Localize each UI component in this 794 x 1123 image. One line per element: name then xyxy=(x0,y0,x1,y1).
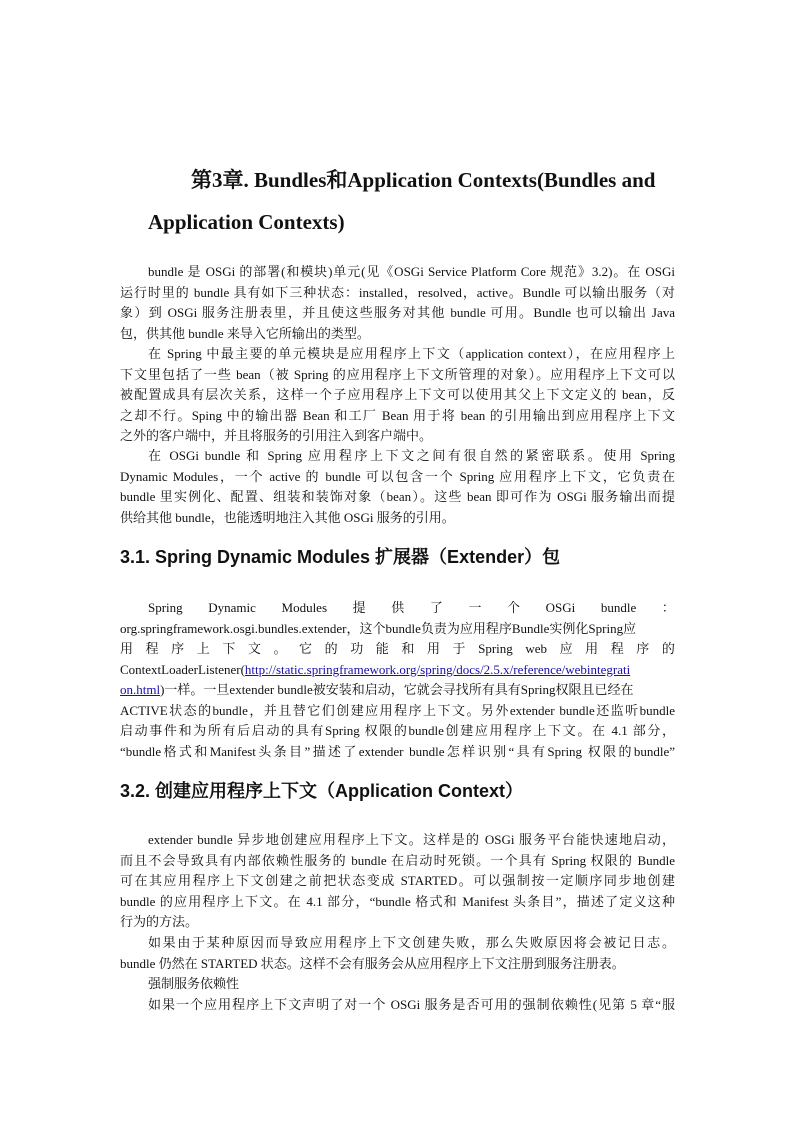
intro-p3-line-1: 在 OSGi bundle 和 Spring 应用程序上下文之间有很自然的紧密联系。使用 Spring xyxy=(148,448,675,463)
s32-p1-line-4: bundle 的应用程序上下文。在 4.1 部分，“bundle 格式和 Manifest 头条目”，描述了定义这种 xyxy=(120,893,675,909)
intro-p2-line-3: 被配置成具有层次关系，这样一个子应用程序上下文可以使用其父上下文定义的 bean，反 xyxy=(120,387,675,402)
s31-word: 上 xyxy=(196,641,210,656)
intro-paragraph-3 xyxy=(120,446,675,528)
s31-word: 功 xyxy=(350,641,364,656)
section-3-1-paragraph xyxy=(120,598,675,762)
section-3-2-paragraph-3 xyxy=(120,974,675,995)
intro-p3-line-2: Dynamic Modules，一个 active 的 bundle 可以包含一个 Spring 应用程序上下文，它负责在 xyxy=(120,468,675,484)
s31-word: web xyxy=(525,641,547,656)
s31-word: 的 xyxy=(661,641,675,656)
s31-line-4-prefix: ContextLoaderListener( xyxy=(120,661,245,677)
s31-word: 提 xyxy=(352,600,366,615)
s31-word: 文 xyxy=(247,641,261,656)
s31-word: 序 xyxy=(636,641,650,656)
s31-line-8: “bundle格式和Manifest头条目”描述了extender bundle怎样识别“具有Spring 权限的bundle” xyxy=(120,743,675,759)
intro-p1-line-3: 象）到 OSGi 服务注册表里，并且使这些服务对其他 bundle 可用。Bundle 也可以输出 Java xyxy=(120,305,675,320)
s31-word: 用 xyxy=(426,641,440,656)
s31-line-4 xyxy=(120,660,675,681)
section-3-2-paragraph-4 xyxy=(120,995,675,1016)
s31-word: 的 xyxy=(324,641,338,656)
s31-word: 一 xyxy=(468,600,482,615)
chapter-title-line2: Application Contexts) xyxy=(148,210,345,234)
s31-word: 它 xyxy=(299,641,313,656)
s31-word: 用 xyxy=(120,641,134,656)
s32-p2-line-2: bundle 仍然在 STARTED 状态。这样不会有服务会从应用程序上下文注册到服务注册表。 xyxy=(120,955,625,971)
s31-word: 程 xyxy=(145,641,159,656)
s31-word: 用 xyxy=(585,641,599,656)
webintegration-link[interactable]: http://static.springframework.org/spring/docs/2.5.x/reference/webintegrati xyxy=(244,661,631,677)
intro-paragraph-1 xyxy=(120,262,675,344)
s32-p1-line-1: extender bundle 异步地创建应用程序上下文。这样是的 OSGi 服务平台能快速地启动， xyxy=(148,832,675,847)
intro-p1-line-4: 包，供其他 bundle 来导入它所输出的类型。 xyxy=(120,325,370,341)
s31-word: bundle xyxy=(600,600,637,615)
s31-word: 序 xyxy=(171,641,185,656)
s31-line-3 xyxy=(120,639,675,660)
s31-word: 应 xyxy=(559,641,573,656)
s31-word: 个 xyxy=(507,600,521,615)
intro-p1-line-2: 运行时里的 bundle 具有如下三种状态：installed，resolved，active。Bundle 可以输出服务（对 xyxy=(120,284,675,300)
s31-word: 程 xyxy=(610,641,624,656)
chapter-title-line1: 第3章. Bundles和Application Contexts(Bundles and xyxy=(191,168,656,192)
s31-word: 能 xyxy=(375,641,389,656)
s32-p1-line-2: 而且不会导致具有内部依赖性服务的 bundle 在启动时死锁。一个具有 Spring 权限的 Bundle xyxy=(120,852,675,868)
s31-word: 供 xyxy=(391,600,405,615)
s31-word: OSGi xyxy=(545,600,576,615)
intro-p1-line-1: bundle 是 OSGi 的部署(和模块)单元(见《OSGi Service Platform Core 规范》3.2)。在 OSGi xyxy=(148,264,675,279)
s31-line-6: ACTIVE状态的bundle，并且替它们创建应用程序上下文。另外extender bundle还监听bundle xyxy=(120,702,675,718)
intro-p2-line-4: 之却不行。Sping 中的输出器 Bean 和工厂 Bean 用于将 bean 的引用输出到应用程序上下文 xyxy=(120,407,675,423)
intro-p2-line-1: 在 Spring 中最主要的单元模块是应用程序上下文（application context），在应用程序上 xyxy=(148,346,675,361)
s31-word: 了 xyxy=(429,600,443,615)
section-3-2-paragraph-1 xyxy=(120,830,675,933)
s31-line-7: 启动事件和为所有后启动的具有Spring 权限的bundle创建应用程序上下文。在 4.1 部分， xyxy=(120,723,675,738)
s32-p4-line-1: 如果一个应用程序上下文声明了对一个 OSGi 服务是否可用的强制依赖性(见第 5 章“服 xyxy=(148,997,675,1012)
section-3-2-heading: 3.2. 创建应用程序上下文（Application Context） xyxy=(120,781,524,801)
s31-word: 和 xyxy=(401,641,415,656)
s31-line-5-suffix: )一样。一旦extender bundle被安装和启动，它就会寻找所有具有Spring权限且已经在 xyxy=(160,682,634,697)
s32-p2-line-1: 如果由于某种原因而导致应用程序上下文创建失败，那么失败原因将会被记日志。 xyxy=(148,935,675,950)
intro-p2-line-5: 之外的客户端中，并且将服务的引用注入到客户端中。 xyxy=(120,428,433,443)
s31-word: 下 xyxy=(222,641,236,656)
webintegration-link-continued[interactable]: on.html xyxy=(120,682,161,697)
intro-p3-line-3: bundle 里实例化、配置、组装和装饰对象（bean）。这些 bean 即可作为 OSGi 服务输出而提 xyxy=(120,489,675,504)
s31-word: Spring xyxy=(148,600,183,615)
s31-word: Spring xyxy=(478,641,513,656)
section-3-1-heading: 3.1. Spring Dynamic Modules 扩展器（Extender）包 xyxy=(120,547,561,567)
s32-p3-line-1: 强制服务依赖性 xyxy=(148,976,240,991)
s31-word: 于 xyxy=(452,641,466,656)
intro-p2-line-2: 下文里包括了一些 bean（被 Spring 的应用程序上下文所管理的对象）。应用程序上下文可以 xyxy=(120,366,675,382)
s31-line-2: org.springframework.osgi.bundles.extender，这个bundle负责为应用程序Bundle实例化Spring应 xyxy=(120,620,637,636)
intro-p3-line-4: 供给其他 bundle，也能透明地注入其他 OSGi 服务的引用。 xyxy=(120,509,455,525)
section-3-2-paragraph-2 xyxy=(120,933,675,974)
s31-word: Modules xyxy=(281,600,328,615)
s31-word: Dynamic xyxy=(208,600,256,615)
s31-word: 。 xyxy=(273,641,287,656)
s31-line-5 xyxy=(120,680,675,701)
s32-p1-line-5: 行为的方法。 xyxy=(120,914,199,929)
s31-line-1 xyxy=(120,598,675,619)
intro-paragraph-2 xyxy=(120,344,675,447)
s32-p1-line-3: 可在其应用程序上下文创建之前把状态变成 STARTED。可以强制按一定顺序同步地创建 xyxy=(120,873,675,888)
s31-word: ： xyxy=(661,600,675,615)
